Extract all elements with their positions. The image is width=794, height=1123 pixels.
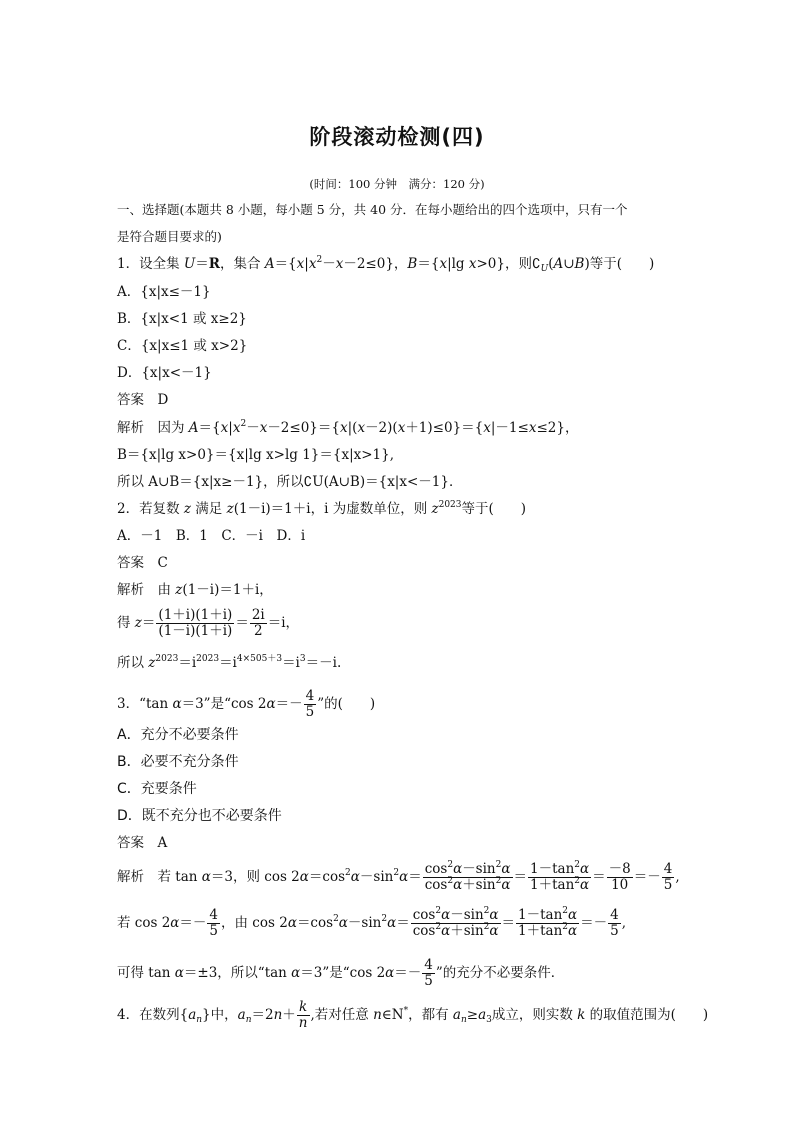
question-1-analysis: 解析 因为 $A=\{x|x^2-x-2\le 0\}=\{x|(x-2)(x+1)\le 0\}=\{x|-1\le x\le 2\}$，: [117, 419, 579, 436]
question-2-analysis: 解析 由 z(1－i)＝1＋i，: [117, 582, 273, 598]
question-3-analysis-line-2: 若 cos 2α＝－ $\frac{4}{5}$ ，由 $\cos 2\alpha=\cos^2\alpha-\sin^2\alpha=$ $\frac{\cos^2\alpha-\sin^2\alpha}{\cos^2\alpha+\sin^2\alpha}$ ＝ $\frac{1-\tan^2\alpha}{1+\tan^2\alpha}$ ＝－ $\frac{4}{5}$ ,: [117, 906, 627, 939]
question-3-analysis-line-3: 可得 tan α＝±3，所以“tan α＝3”是“cos 2α＝－ $\frac{4}{5}$ ”的充分不必要条件．: [117, 957, 565, 989]
answer-value: C: [157, 555, 168, 571]
answer-value: A: [157, 835, 168, 851]
question-3-option-c: C．充要条件: [117, 781, 197, 797]
analysis-label: 解析: [117, 420, 144, 436]
analysis-label: 解析: [117, 582, 144, 598]
exam-time-score: (时间：100 分钟 满分：120 分): [309, 177, 485, 191]
question-3-option-b: B．必要不充分条件: [117, 754, 239, 770]
question-3-option-d: D．既不充分也不必要条件: [117, 808, 282, 824]
question-number: 2．: [117, 501, 140, 517]
question-3-analysis: 解析 若 tan α＝3，则 $\cos 2\alpha=\cos^2\alpha-\sin^2\alpha=$ $\frac{\cos^2\alpha-\sin^2\alpha}{\cos^2\alpha+\sin^2\alpha}$ ＝ $\frac{1-\tan^2\alpha}{1+\tan^2\alpha}$ ＝ $\frac{-8}{10}$ ＝－ $\frac{4}{5}$ ,: [117, 860, 680, 893]
question-3-option-a: A．充分不必要条件: [117, 727, 239, 743]
question-1-option-a: A．{x|x≤－1}: [117, 284, 211, 300]
question-1-analysis-line-3: 所以 A∪B＝{x|x≥－1}，所以∁U(A∪B)＝{x|x<－1}．: [117, 474, 463, 490]
question-number: 4．: [117, 1007, 140, 1023]
section-heading-cont: 是符合题目要求的): [117, 229, 222, 244]
question-1-option-d: D．{x|x<－1}: [117, 365, 212, 381]
question-4-stem: 4．在数列$\{a_n\}$中，$a_n=2n+$ $\frac{k}{n}$ ,若对任意 n∈N*，都有 $a_n\ge a_3$成立，则实数 k 的取值范围为( ): [117, 999, 709, 1031]
question-number: 3．: [117, 696, 140, 712]
question-2-analysis-line-3: 所以 $z^{2023}=i^{2023}=i^{4\times 505+3}=i^3=-i$.: [117, 654, 342, 671]
question-2-analysis-line-2: 得 z＝ $\frac{(1+i)(1+i)}{(1-i)(1+i)}$ ＝ $\frac{2i}{2}$ ＝i，: [117, 607, 300, 639]
question-number: 1．: [117, 256, 140, 272]
question-2-options: A．－1 B．1 C．－i D．i: [117, 528, 306, 544]
page-title: 阶段滚动检测(四): [309, 125, 485, 149]
answer-value: D: [157, 392, 169, 408]
answer-label: 答案: [117, 392, 144, 408]
question-3-answer: [117, 834, 167, 852]
answer-label: 答案: [117, 835, 144, 851]
question-1-answer: [117, 391, 168, 409]
question-3-stem: 3．“tan α＝3”是“cos 2α＝－ $\frac{4}{5}$ ”的( ): [117, 688, 376, 720]
question-1-stem: 1．设全集 U＝R，集合 $A=\{x|x^2-x-2\le 0\}$，B＝{x|lg x>0}，则$∁_U(A\cup B)$等于( ): [117, 255, 655, 274]
section-heading: 一、选择题(本题共 8 小题，每小题 5 分，共 40 分．在每小题给出的四个选项中，只有一个: [117, 202, 628, 217]
question-2-answer: [117, 554, 168, 572]
question-1-option-b: B．{x|x<1 或 x≥2}: [117, 311, 247, 327]
analysis-label: 解析: [117, 869, 144, 885]
answer-label: 答案: [117, 555, 144, 571]
question-1-analysis-line-2: B＝{x|lg x>0}＝{x|lg x>lg 1}＝{x|x>1},: [117, 447, 395, 463]
question-1-option-c: C．{x|x≤1 或 x>2}: [117, 338, 248, 354]
question-2-stem: 2．若复数 z 满足 z(1－i)＝1＋i，i 为虚数单位，则 $z^{2023}$等于( ): [117, 500, 527, 517]
